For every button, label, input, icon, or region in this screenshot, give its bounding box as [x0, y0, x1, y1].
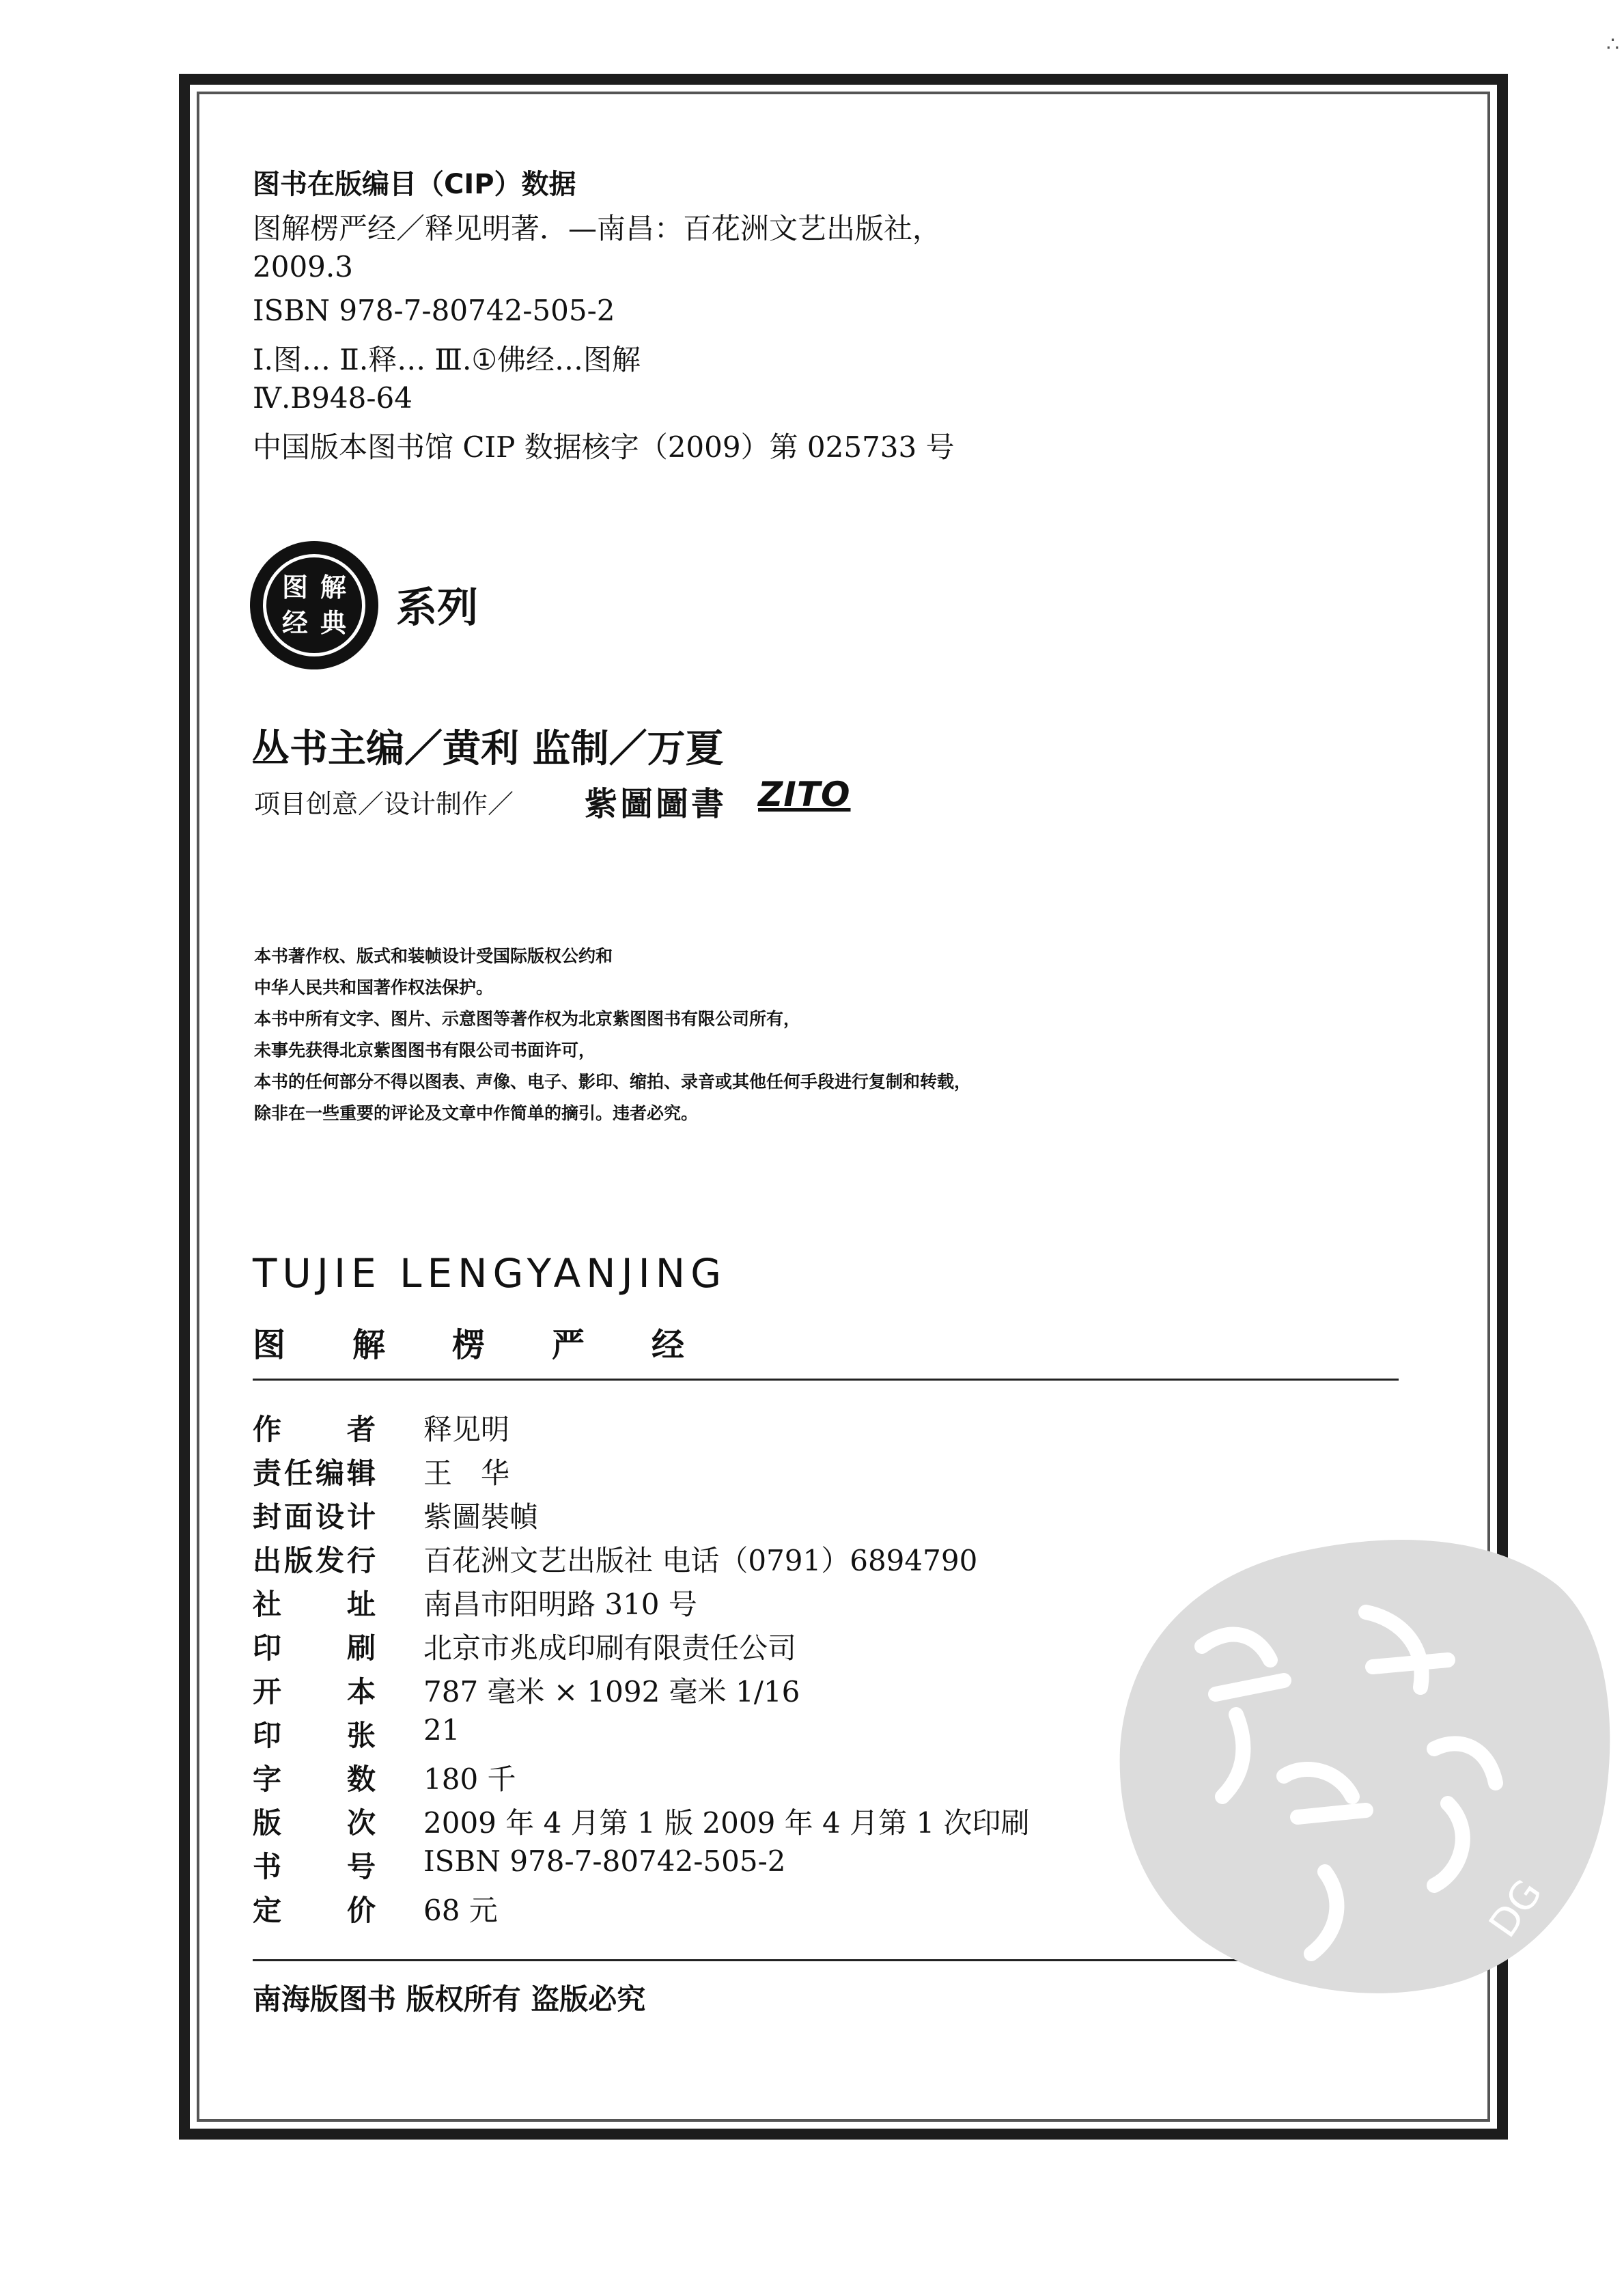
- info-label: 书号: [253, 1850, 376, 1883]
- info-label: 版次: [253, 1806, 376, 1840]
- info-value: 百花洲文艺出版社 电话（0791）6894790: [423, 1544, 978, 1577]
- info-value: ISBN 978-7-80742-505-2: [423, 1844, 786, 1878]
- info-value: 21: [423, 1713, 460, 1747]
- badge-char: 图: [281, 572, 308, 603]
- copyright-line-3: 本书中所有文字、图片、示意图等著作权为北京紫图图书有限公司所有，: [254, 1009, 801, 1029]
- cip-line-4: Ⅰ.图… Ⅱ.释… Ⅲ.①佛经…图解: [253, 343, 641, 376]
- watermark-dg-text: DG: [1481, 1871, 1552, 1946]
- info-value: 180 千: [423, 1762, 516, 1796]
- copyright-line-6: 除非在一些重要的评论及文章中作简单的摘引。违者必究。: [254, 1103, 699, 1123]
- copyright-line-2: 中华人民共和国著作权法保护。: [254, 978, 494, 997]
- cip-line-3: ISBN 978-7-80742-505-2: [253, 294, 615, 327]
- cip-title: 图书在版编目（CIP）数据: [253, 169, 576, 200]
- margin-scan-mark: ∴: [1606, 33, 1620, 57]
- info-label: 封面设计: [253, 1500, 376, 1534]
- info-value: 释见明: [423, 1413, 510, 1446]
- info-label: 出版发行: [253, 1544, 376, 1577]
- copyright-line-4: 未事先获得北京紫图图书有限公司书面许可，: [254, 1040, 596, 1060]
- info-label: 印刷: [253, 1631, 376, 1665]
- badge-char: 典: [320, 608, 346, 638]
- series-badge-logo: [250, 541, 378, 669]
- info-label: 定价: [253, 1894, 376, 1927]
- cip-line-1: 图解楞严经／释见明著．—南昌：百花洲文艺出版社，: [253, 212, 942, 245]
- cip-line-6: 中国版本图书馆 CIP 数据核字（2009）第 025733 号: [253, 430, 955, 464]
- cip-line-2: 2009.3: [253, 250, 353, 283]
- info-value: 北京市兆成印刷有限责任公司: [423, 1631, 797, 1665]
- badge-char: 解: [320, 572, 346, 603]
- info-label: 责任编辑: [253, 1456, 376, 1490]
- info-value: 王 华: [423, 1456, 510, 1490]
- cip-line-5: Ⅳ.B948-64: [253, 381, 412, 415]
- series-editor-line: 丛书主编／黄利 监制／万夏: [251, 726, 724, 771]
- book-chinese-title: 图解楞严经: [253, 1326, 752, 1364]
- copyright-line-1: 本书著作权、版式和装帧设计受国际版权公约和: [254, 946, 613, 966]
- project-design-line: 项目创意／设计制作／: [254, 789, 514, 819]
- info-value: 紫圖裝幀: [423, 1500, 539, 1534]
- book-pinyin-title: TUJIE LENGYANJING: [253, 1250, 727, 1297]
- studio-logo-text: 紫圖圖書: [585, 785, 727, 823]
- info-label: 作者: [253, 1413, 376, 1446]
- watermark-seal-stamp: [1079, 1489, 1624, 2008]
- divider-top: [253, 1379, 1399, 1381]
- info-label: 社址: [253, 1588, 376, 1621]
- zito-logo: ZITO: [758, 775, 851, 814]
- info-label: 印张: [253, 1719, 376, 1752]
- rights-footer: 南海版图书 版权所有 盗版必究: [253, 1982, 646, 2016]
- info-value: 68 元: [423, 1894, 498, 1927]
- info-value: 南昌市阳明路 310 号: [423, 1588, 697, 1621]
- info-value: 787 毫米 × 1092 毫米 1/16: [423, 1675, 800, 1708]
- info-label: 字数: [253, 1762, 376, 1796]
- badge-char: 经: [281, 608, 308, 638]
- series-label: 系列: [396, 584, 478, 632]
- info-label: 开本: [253, 1675, 376, 1708]
- info-value: 2009 年 4 月第 1 版 2009 年 4 月第 1 次印刷: [423, 1806, 1030, 1840]
- copyright-line-5: 本书的任何部分不得以图表、声像、电子、影印、缩拍、录音或其他任何手段进行复制和转载，: [254, 1072, 972, 1092]
